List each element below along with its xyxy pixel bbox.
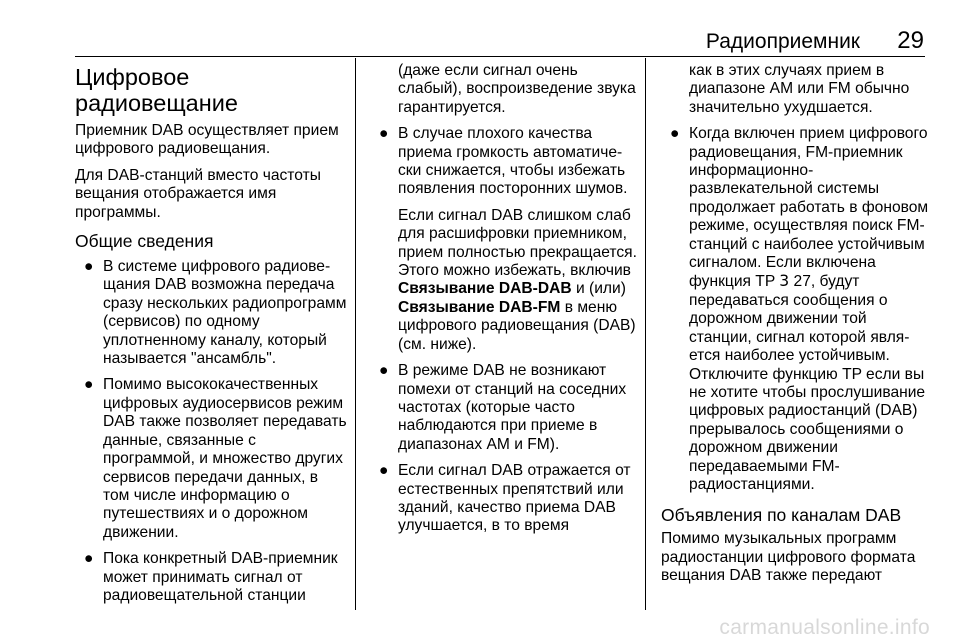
- paragraph: Для DAB-станций вместо частоты вещания отображается имя программы.: [75, 166, 321, 221]
- bullet-icon: ●: [84, 258, 94, 276]
- bullet-list: [370, 125, 638, 536]
- continued-text: (даже если сигнал очень слабый), воспроизведение звука гарантируется.: [398, 62, 636, 116]
- bullet-icon: ●: [379, 125, 389, 143]
- column-1: [75, 62, 347, 613]
- list-item-text: В режиме DAB не возникают помехи от станций на соседних частотах (которые часто наблюдаются при приеме в диапазонах AM и FM).: [398, 362, 627, 453]
- list-item-text: В случае плохого качества приема громкость автоматически снижается, чтобы избежать появления посторонних шумов.: [398, 125, 628, 198]
- subsection-heading: Общие сведения: [75, 231, 214, 252]
- list-item-subparagraph: Если сигнал DAB слишком слаб для расшифровки приемником, прием полностью прекращается. Этого можно избежать, включив Связывание DAB-DAB и (или) Связывание DAB-FM в меню цифрового радиовещания (DAB) (см. ниже).: [398, 206, 637, 353]
- section-heading: Цифровое радиовещание: [75, 64, 238, 116]
- bullet-list: [75, 258, 347, 605]
- column-divider-2: [645, 58, 646, 610]
- list-item-text: В системе цифрового радиовещания DAB возможна передача сразу нескольких радиопрограмм (сервисов) по одному уплотненному каналу, который называется "ансамбль".: [103, 258, 347, 368]
- page-header: [0, 24, 960, 54]
- list-item: [370, 362, 638, 454]
- column-3: [661, 62, 931, 594]
- running-title: Радиоприемник: [705, 30, 860, 53]
- bullet-icon: ●: [379, 462, 389, 480]
- bullet-icon: ●: [84, 376, 94, 394]
- list-item: [75, 550, 347, 605]
- subsection-heading: Объявления по каналам DAB: [661, 505, 902, 526]
- header-rule: [75, 56, 925, 57]
- menu-reference: Связывание DAB-FM: [398, 298, 561, 316]
- paragraph: Приемник DAB осуществляет прием цифрового радиовещания.: [75, 122, 339, 158]
- bullet-icon: ●: [670, 125, 680, 143]
- menu-reference: Связывание DAB-DAB: [398, 280, 572, 298]
- list-item-text: Если сигнал DAB отражается от естественных препятствий или зданий, качество приема DAB улучшается, в то время: [398, 462, 631, 535]
- bullet-list: [661, 125, 931, 494]
- column-divider-1: [355, 58, 356, 610]
- bullet-icon: ●: [84, 550, 94, 568]
- column-2: [370, 62, 638, 544]
- page-reference-icon[interactable]: 3: [779, 272, 790, 291]
- list-item-text: Помимо высококачественных цифровых аудиосервисов режим DAB также позволяет передавать данные, связанные с программой, и множество других сервисов передачи данных, в том числе информацию о путешествиях и о дорожном движении.: [103, 376, 347, 541]
- list-item: [370, 125, 638, 354]
- bullet-icon: ●: [379, 362, 389, 380]
- list-item: [75, 258, 347, 368]
- list-item: [370, 462, 638, 536]
- continued-text: как в этих случаях прием в диапазоне AM или FM обычно значительно ухудшается.: [689, 62, 910, 116]
- list-item-text: Пока конкретный DAB-приемник может принимать сигнал от радиовещательной станции: [103, 550, 338, 604]
- paragraph: Помимо музыкальных программ радиостанции цифрового формата вещания DAB также передают: [661, 530, 916, 585]
- page-number: 29: [897, 27, 924, 54]
- list-item: ● Когда включен прием цифрового радиовещания, FM-приемник информационно-развлекательной системы продолжает работать в фоновом режиме, осуществляя поиск FM-станций с наиболее устойчивым сигналом. Если включена функция TP 3 27, будут передаваться сообщения о дорожном движении той станции, сигнал которой является наиболее устойчивым. Отключите функцию TP если вы не хотите чтобы прослушивание цифровых радиостанций (DAB) прерывалось сообщениями о дорожном движении передаваемыми FM-радиостанциями.: [670, 125, 929, 493]
- list-item: [75, 376, 347, 542]
- watermark: carmanualsonline.info: [719, 616, 930, 639]
